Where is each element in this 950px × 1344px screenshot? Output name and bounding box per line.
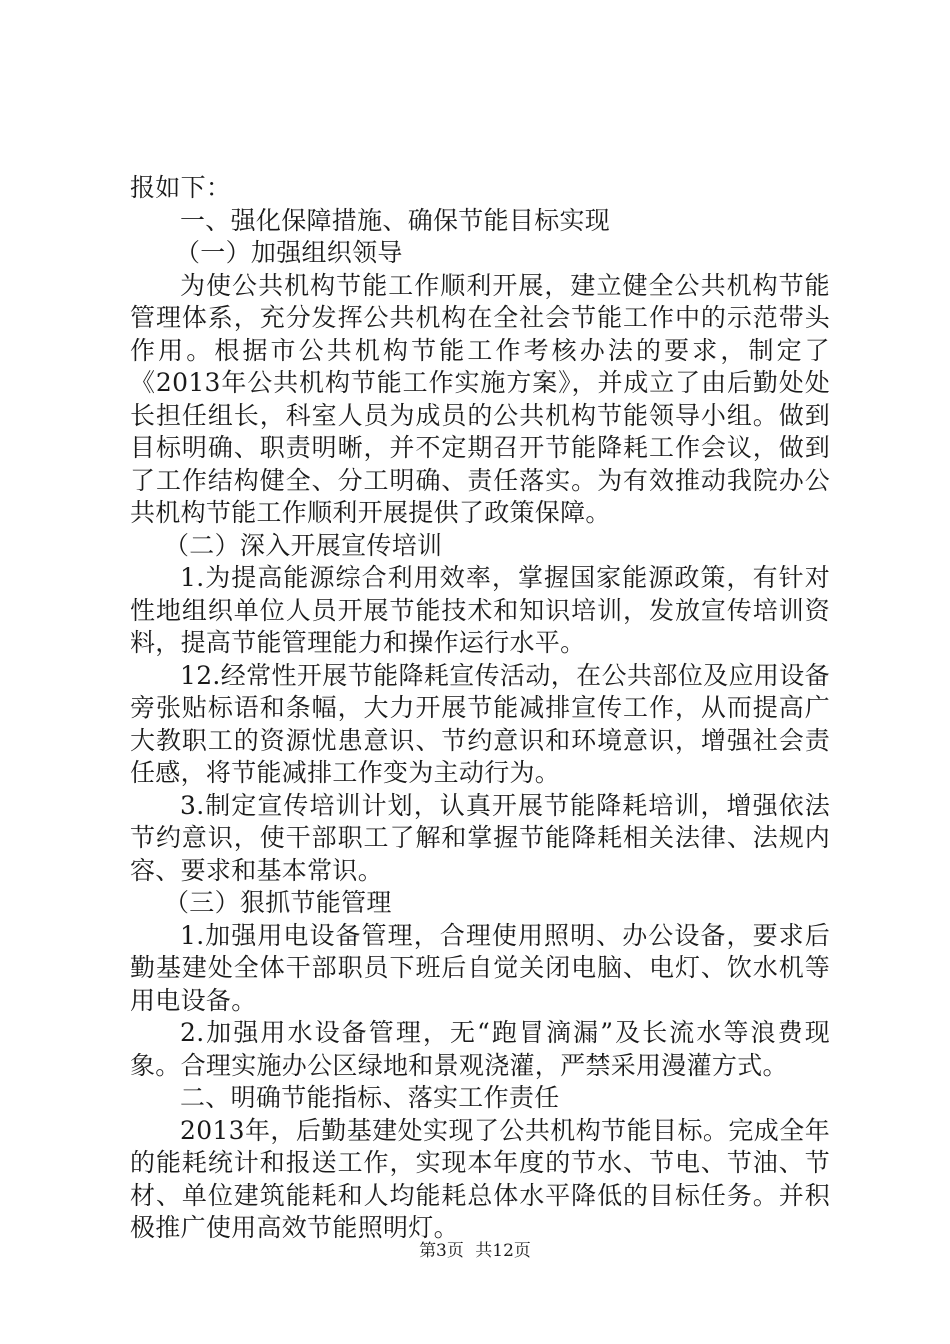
text-line: 容、要求和基本常识。 xyxy=(130,855,384,885)
subsection-heading: （三）狠抓节能管理 xyxy=(164,888,392,917)
text-line: 了工作结构健全、分工明确、责任落实。为有效推动我院办公 xyxy=(130,465,830,495)
text-line: 性地组织单位人员开展节能技术和知识培训，发放宣传培训资 xyxy=(130,595,830,625)
text-line: 用电设备。 xyxy=(130,985,257,1015)
subsection-heading: （一）加强组织领导 xyxy=(175,238,403,267)
text-line: 管理体系，充分发挥公共机构在全社会节能工作中的示范带头 xyxy=(130,303,830,332)
text-line: 1.加强用电设备管理，合理使用照明、办公设备，要求后 xyxy=(180,920,830,950)
text-line: 共机构节能工作顺利开展提供了政策保障。 xyxy=(130,498,611,527)
page-number: 第3页 xyxy=(419,1241,464,1261)
text-line: 象。合理实施办公区绿地和景观浇灌，严禁采用漫灌方式。 xyxy=(130,1050,788,1080)
text-line: 长担任组长，科室人员为成员的公共机构节能领导小组。做到 xyxy=(130,400,830,430)
text-line: 2013年，后勤基建处实现了公共机构节能目标。完成全年 xyxy=(180,1115,830,1145)
text-line: 材、单位建筑能耗和人均能耗总体水平降低的目标任务。并积 xyxy=(130,1180,830,1210)
text-line: 为使公共机构节能工作顺利开展，建立健全公共机构节能 xyxy=(180,270,830,300)
text-line: 勤基建处全体干部职员下班后自觉关闭电脑、电灯、饮水机等 xyxy=(130,953,830,982)
text-line: 大教职工的资源忧患意识、节约意识和环境意识，增强社会责 xyxy=(130,725,830,755)
text-line: 的能耗统计和报送工作，实现本年度的节水、节电、节油、节 xyxy=(130,1148,830,1177)
text-line: 12.经常性开展节能降耗宣传活动，在公共部位及应用设备 xyxy=(180,660,830,690)
text-line: 1.为提高能源综合利用效率，掌握国家能源政策，有针对 xyxy=(180,563,830,592)
text-line: 料，提高节能管理能力和操作运行水平。 xyxy=(130,628,586,657)
text-line: 旁张贴标语和条幅，大力开展节能减排宣传工作，从而提高广 xyxy=(130,693,830,722)
section-heading: 二、明确节能指标、落实工作责任 xyxy=(180,1083,560,1112)
page-footer xyxy=(0,1240,950,1262)
document-body xyxy=(130,172,830,1245)
text-line: 报如下： xyxy=(130,173,232,202)
text-line: 2.加强用水设备管理，无“跑冒滴漏”及长流水等浪费现 xyxy=(180,1018,830,1047)
text-line: 3.制定宣传培训计划，认真开展节能降耗培训，增强依法 xyxy=(180,790,830,820)
text-line: 《2013年公共机构节能工作实施方案》，并成立了由后勤处处 xyxy=(130,368,830,397)
text-line: 任感，将节能减排工作变为主动行为。 xyxy=(130,758,561,787)
text-line: 节约意识，使干部职工了解和掌握节能降耗相关法律、法规内 xyxy=(130,823,830,852)
page-total: 共12页 xyxy=(475,1241,531,1261)
text-line: 极推广使用高效节能照明灯。 xyxy=(130,1213,459,1242)
text-line: 作用。根据市公共机构节能工作考核办法的要求，制定了 xyxy=(130,335,830,365)
text-line: 目标明确、职责明晰，并不定期召开节能降耗工作会议，做到 xyxy=(130,433,830,462)
subsection-heading: （二）深入开展宣传培训 xyxy=(164,530,443,560)
section-heading: 一、强化保障措施、确保节能目标实现 xyxy=(180,205,611,235)
